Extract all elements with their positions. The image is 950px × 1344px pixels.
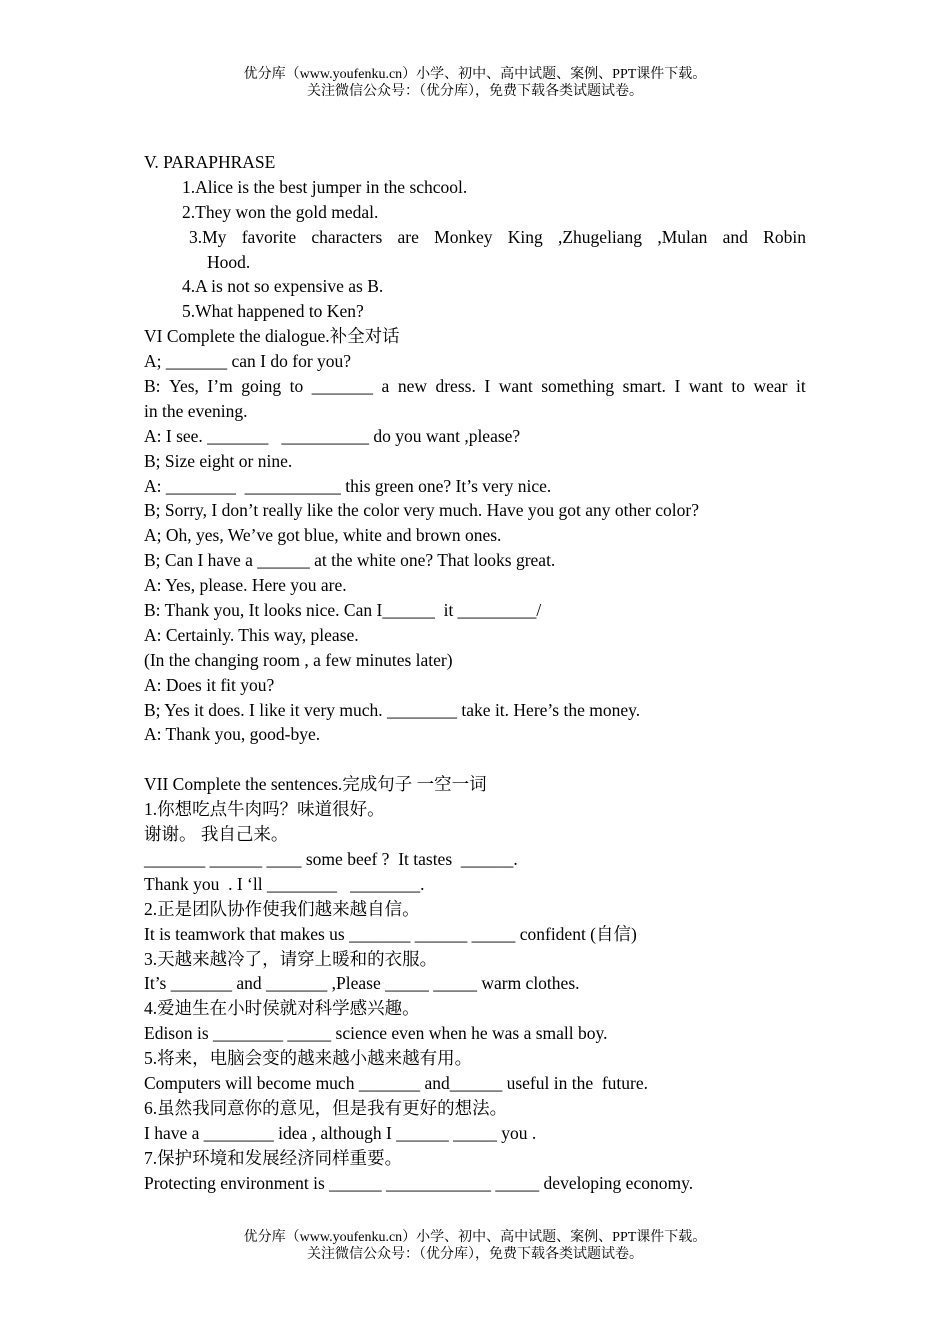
word: Monkey [434,226,493,247]
word: ,Mulan [657,226,708,247]
dialogue-line: B; Can I have a ______ at the white one? That looks great. [144,550,556,571]
word: new [397,376,427,397]
sentence-line: It is teamwork that makes us _______ ______ _____ confident (自信) [144,923,637,944]
sentence-line: 谢谢。 我自己来。 [144,824,289,845]
spacer [144,747,806,772]
word: characters [311,226,383,247]
word: ,Zhugeliang [557,226,643,247]
sentence-line: 7.保护环境和发展经济同样重要。 [144,1147,403,1168]
word: I [674,376,681,397]
word: B: [144,376,161,397]
dialogue-line: (In the changing room , a few minutes later) [144,649,453,670]
dialogue-line: B; Yes it does. I like it very much. ________ take it. Here’s the money. [144,699,641,720]
dialogue-line: A; Oh, yes, We’ve got blue, white and brown ones. [144,525,502,546]
dialogue-line: B: Thank you, It looks nice. Can I______ it _________/ [144,600,542,621]
header-line-2: 关注微信公众号：（优分库），免费下载各类试题试卷。 [307,84,643,99]
header-line-1: 优分库（www.youfenku.cn）小学、初中、高中试题、案例、PPT课件下载。 [243,67,707,82]
word: a [381,376,390,397]
word: want [688,376,723,397]
word: 3.My [189,226,227,247]
word: I’m [207,376,233,397]
paraphrase-item-2: 2.They won the gold medal. [182,201,379,222]
dialogue-line: A: Certainly. This way, please. [144,624,359,645]
dialogue-line: B; Size eight or nine. [144,450,293,471]
word: King [507,226,543,247]
word: to [289,376,304,397]
paraphrase-item-5: 5.What happened to Ken? [182,301,364,322]
page-footer [0,1229,950,1263]
sentence-line: Thank you . I ‘ll ________ ________. [144,873,425,894]
word: it [796,376,806,397]
sentence-line: 2.正是团队协作使我们越来越自信。 [144,898,420,919]
sentence-line: 4.爱迪生在小时侯就对科学感兴趣。 [144,998,420,1019]
sentence-line: 6.虽然我同意你的意见，但是我有更好的想法。 [144,1097,508,1118]
paraphrase-item-3 [144,225,806,250]
section-6-title: VI Complete the dialogue.补全对话 [144,326,400,347]
word: are [397,226,419,247]
document-body [144,150,806,1195]
section-5-title: V. PARAPHRASE [144,152,276,172]
dialogue-line: A: Thank you, good-bye. [144,724,321,745]
section-7-title: VII Complete the sentences.完成句子 一空一词 [144,774,487,795]
word: want [498,376,533,397]
dialogue-line: B; Sorry, I don’t really like the color very much. Have you got any other color? [144,500,699,521]
sentence-line: _______ ______ ____ some beef ? It tastes ______. [144,848,518,869]
word: to [731,376,745,397]
sentence-line: It’s _______ and _______ ,Please _____ _____ warm clothes. [144,973,580,994]
dialogue-line: A: Yes, please. Here you are. [144,575,347,596]
word: Yes, [169,376,199,397]
paraphrase-item-3-cont: Hood. [207,251,251,272]
word: and [722,226,748,247]
word: something [541,376,615,397]
dialogue-line: A: ________ ___________ this green one? It’s very nice. [144,475,552,496]
dialogue-line: in the evening. [144,400,248,421]
sentence-line: I have a ________ idea , although I ______ _____ you . [144,1122,537,1143]
word: _______ [311,376,373,397]
sentence-line: 3.天越来越冷了，请穿上暖和的衣服。 [144,948,438,969]
word: wear [753,376,788,397]
word: going [241,376,282,397]
paraphrase-item-1: 1.Alice is the best jumper in the schcool. [182,176,468,197]
paraphrase-item-4: 4.A is not so expensive as B. [182,276,384,297]
footer-line-2: 关注微信公众号：（优分库），免费下载各类试题试卷。 [307,1247,643,1262]
word: Robin [763,226,806,247]
page-header [0,66,950,100]
sentence-line: Computers will become much _______ and______ useful in the future. [144,1072,649,1093]
sentence-line: Edison is ________ _____ science even when he was a small boy. [144,1023,608,1044]
sentence-line: 5.将来，电脑会变的越来越小越来越有用。 [144,1048,473,1069]
dialogue-line: A; _______ can I do for you? [144,351,352,372]
word: I [484,376,491,397]
sentence-line: 1.你想吃点牛肉吗？味道很好。 [144,799,385,820]
footer-line-1: 优分库（www.youfenku.cn）小学、初中、高中试题、案例、PPT课件下载。 [243,1230,707,1245]
word: favorite [241,226,297,247]
sentence-line: Protecting environment is ______ ____________ _____ developing economy. [144,1172,694,1193]
dialogue-line: A: I see. _______ __________ do you want ,please? [144,425,521,446]
dialogue-line-justified [144,374,806,399]
dialogue-line: A: Does it fit you? [144,674,275,695]
word: smart. [622,376,666,397]
word: dress. [435,376,476,397]
